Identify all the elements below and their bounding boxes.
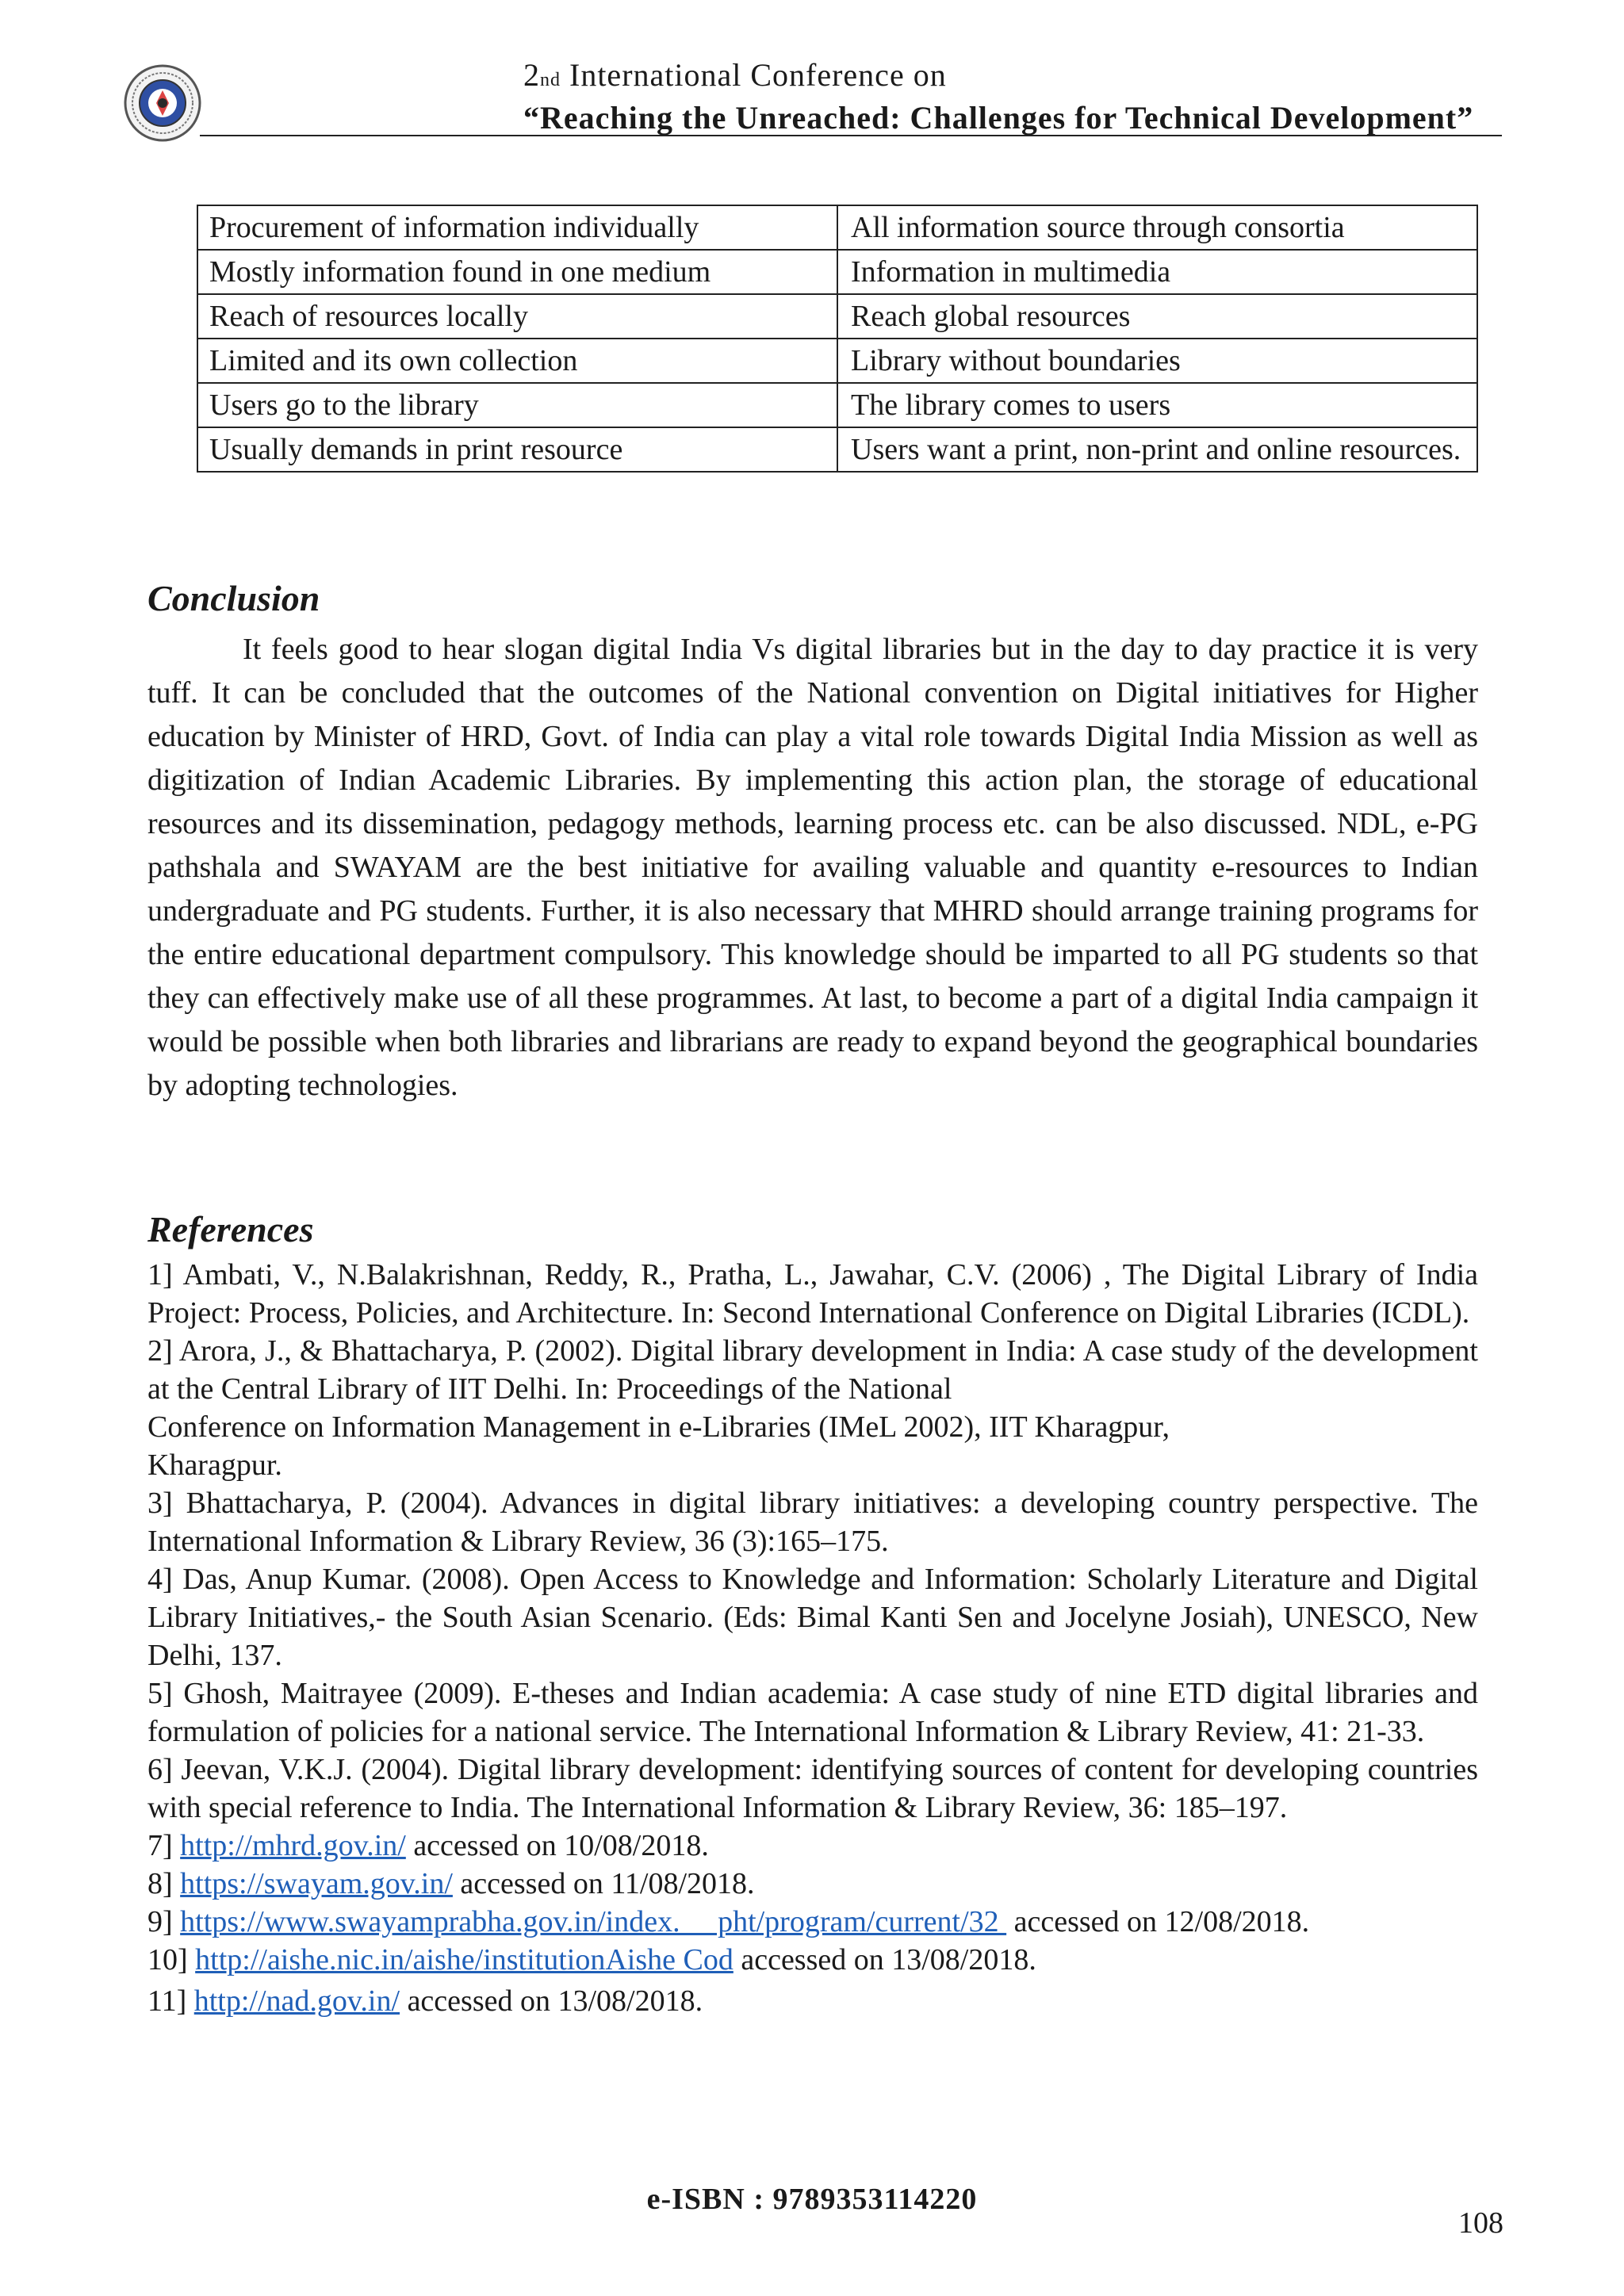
table-cell: Usually demands in print resource (197, 427, 837, 472)
page-number: 108 (1458, 2206, 1503, 2240)
isbn-footer: e-ISBN : 9789353114220 (646, 2183, 978, 2216)
table-cell: Limited and its own collection (197, 339, 837, 383)
table-cell: Procurement of information individually (197, 205, 837, 250)
conference-header (523, 57, 1507, 138)
reference-item: 7] http://mhrd.gov.in/ accessed on 10/08/2018. (147, 1829, 709, 1862)
reference-item: 6] Jeevan, V.K.J. (2004). Digital library development: identifying sources of content for developing countries with special reference to India. The International Information & Library Review, 36: 185–197. (147, 1753, 1478, 1824)
table-cell: Users go to the library (197, 383, 837, 427)
comparison-table (197, 205, 1478, 473)
table-cell: Mostly information found in one medium (197, 250, 837, 294)
table-cell: All information source through consortia (837, 205, 1477, 250)
table-cell: Information in multimedia (837, 250, 1477, 294)
conference-title-line: 2nd International Conference on (523, 57, 947, 93)
reference-item: 9] https://www.swayamprabha.gov.in/index. pht/program/current/32 accessed on 12/08/2018. (147, 1905, 1310, 1938)
reference-link[interactable]: https://www.swayamprabha.gov.in/index. pht/program/current/32 (180, 1905, 1007, 1938)
header-divider (200, 135, 1502, 136)
table-row (197, 339, 1477, 383)
conclusion-text: It feels good to hear slogan digital India Vs digital libraries but in the day to day practice it is very tuff. It can be concluded that the outcomes of the National convention on Digital initiatives for Higher education by Minister of HRD, Govt. of India can play a vital role towards Digital India Mission as well as digitization of Indian Academic Libraries. By implementing this action plan, the storage of educational resources and its dissemination, pedagogy methods, learning process etc. can be also discussed. NDL, e-PG pathshala and SWAYAM are the best initiative for availing valuable and quantity e-resources to Indian undergraduate and PG students. Further, it is also necessary that MHRD should arrange training programs for the entire educational department compulsory. This knowledge should be imparted to all PG students so that they can effectively make use of all these programmes. At last, to become a part of a digital India campaign it would be possible when both libraries and librarians are ready to expand beyond the geographical boundaries by adopting technologies. (147, 633, 1478, 1102)
table-cell: Reach global resources (837, 294, 1477, 339)
conference-seal-logo (123, 63, 202, 143)
table-row (197, 427, 1477, 472)
table-row (197, 383, 1477, 427)
reference-item: 5] Ghosh, Maitrayee (2009). E-theses and Indian academia: A case study of nine ETD digital libraries and formulation of policies for a national service. The International Information & Library Review, 41: 21-33. (147, 1677, 1478, 1748)
conference-theme: “Reaching the Unreached: Challenges for Technical Development” (523, 100, 1474, 136)
references-heading: References (147, 1209, 314, 1249)
references-list (147, 1256, 1478, 2020)
reference-item: 4] Das, Anup Kumar. (2008). Open Access to Knowledge and Information: Scholarly Literature and Digital Library Initiatives,- the South Asian Scenario. (Eds: Bimal Kanti Sen and Jocelyne Josiah), UNESCO, New Delhi, 137. (147, 1563, 1478, 1672)
conclusion-paragraph (147, 628, 1478, 1108)
table-cell: Users want a print, non-print and online resources. (837, 427, 1477, 472)
reference-item-continuation: Kharagpur. (147, 1448, 282, 1482)
conclusion-heading: Conclusion (147, 578, 320, 618)
reference-item: 10] http://aishe.nic.in/aishe/institutionAishe Cod accessed on 13/08/2018. (147, 1943, 1036, 1976)
reference-item: 1] Ambati, V., N.Balakrishnan, Reddy, R., Pratha, L., Jawahar, C.V. (2006) , The Digital Library of India Project: Process, Policies, and Architecture. In: Second International Conference on Digital Libraries (ICDL). (147, 1258, 1478, 1330)
table-row (197, 205, 1477, 250)
table-cell: Reach of resources locally (197, 294, 837, 339)
reference-link[interactable]: http://mhrd.gov.in/ (180, 1829, 406, 1862)
table-row (197, 294, 1477, 339)
table-row (197, 250, 1477, 294)
reference-item: 2] Arora, J., & Bhattacharya, P. (2002). Digital library development in India: A case study of the development at the Central Library of IIT Delhi. In: Proceedings of the National (147, 1334, 1478, 1406)
table-cell: Library without boundaries (837, 339, 1477, 383)
reference-item: 3] Bhattacharya, P. (2004). Advances in digital library initiatives: a developing country perspective. The International Information & Library Review, 36 (3):165–175. (147, 1487, 1478, 1558)
reference-link[interactable]: https://swayam.gov.in/ (180, 1867, 453, 1900)
reference-item: 11] http://nad.gov.in/ accessed on 13/08/2018. (147, 1984, 703, 2018)
table-cell: The library comes to users (837, 383, 1477, 427)
reference-link[interactable]: http://nad.gov.in/ (193, 1984, 400, 2018)
reference-item: 8] https://swayam.gov.in/ accessed on 11/08/2018. (147, 1867, 755, 1900)
reference-link[interactable]: http://aishe.nic.in/aishe/institutionAishe Cod (195, 1943, 733, 1976)
reference-item-continuation: Conference on Information Management in e-Libraries (IMeL 2002), IIT Kharagpur, (147, 1410, 1170, 1444)
